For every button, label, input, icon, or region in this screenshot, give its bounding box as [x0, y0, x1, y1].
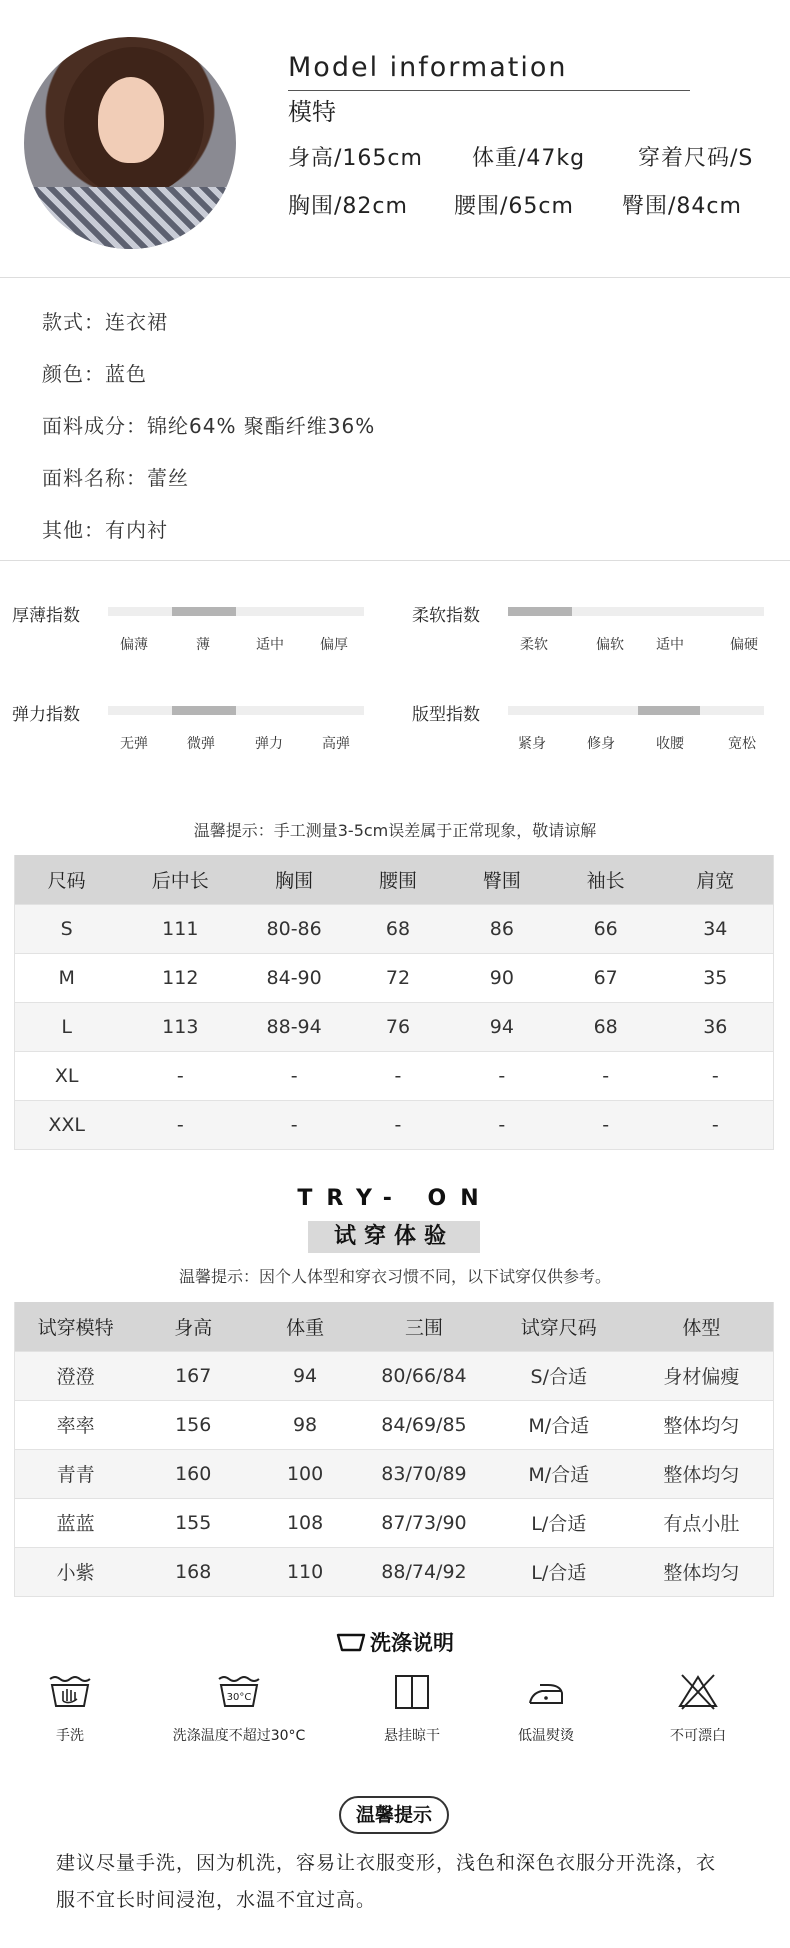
- header-cell: 袖长: [554, 855, 658, 904]
- table-cell: 80/66/84: [360, 1351, 488, 1400]
- table-cell: -: [346, 1051, 450, 1100]
- header-cell: 腰围: [346, 855, 450, 904]
- table-cell: 88-94: [242, 1002, 346, 1051]
- table-cell: S: [15, 904, 119, 953]
- table-cell: 蓝蓝: [15, 1498, 137, 1547]
- table-cell: 76: [346, 1002, 450, 1051]
- table-cell: -: [658, 1100, 774, 1149]
- elasticity-index-label: 弹力指数: [12, 705, 80, 725]
- table-cell: 小紫: [15, 1547, 137, 1596]
- table-row: [15, 1400, 774, 1449]
- model-size: 穿着尺码/S: [638, 146, 754, 171]
- wash-temp-text: 30°C: [226, 1692, 252, 1703]
- wash-item-hand: [20, 1673, 120, 1745]
- table-cell: -: [346, 1100, 450, 1149]
- table-cell: L: [15, 1002, 119, 1051]
- thickness-index-bar: [108, 607, 364, 616]
- table-cell: XXL: [15, 1100, 119, 1149]
- table-cell: 98: [250, 1400, 360, 1449]
- size-table-header-row: [15, 855, 774, 904]
- elasticity-option: 弹力: [255, 736, 283, 752]
- thickness-option: 偏薄: [120, 637, 148, 653]
- wash-30c-icon: [216, 1673, 262, 1711]
- fit-option: 紧身: [518, 736, 546, 752]
- wash-item-bleach: [648, 1673, 748, 1745]
- table-cell: -: [242, 1051, 346, 1100]
- wash-item-label: 洗涤温度不超过30°C: [172, 1728, 306, 1744]
- table-cell: 86: [450, 904, 554, 953]
- table-cell: 113: [118, 1002, 242, 1051]
- model-avatar: [24, 37, 236, 249]
- wash-basin-icon: [336, 1631, 366, 1653]
- thickness-option: 偏厚: [320, 637, 348, 653]
- model-info-title: Model information: [288, 52, 568, 83]
- softness-option: 柔软: [520, 637, 548, 653]
- tips-line: 服不宜长时间浸泡，水温不宜过高。: [56, 1889, 377, 1911]
- table-cell: 身材偏瘦: [630, 1351, 774, 1400]
- table-cell: -: [450, 1100, 554, 1149]
- elasticity-index-bar: [108, 706, 364, 715]
- elasticity-option: 高弹: [322, 736, 350, 752]
- table-cell: 83/70/89: [360, 1449, 488, 1498]
- section-divider: [0, 560, 790, 561]
- table-cell: -: [450, 1051, 554, 1100]
- thickness-option: 适中: [256, 637, 284, 653]
- header-cell: 试穿模特: [15, 1302, 137, 1351]
- table-cell: L/合适: [488, 1498, 630, 1547]
- table-cell: -: [658, 1051, 774, 1100]
- product-fabric-name: 面料名称：蕾丝: [42, 466, 189, 490]
- table-row: [15, 1351, 774, 1400]
- table-cell: 66: [554, 904, 658, 953]
- table-cell: -: [118, 1100, 242, 1149]
- wash-item-label: 低温熨烫: [518, 1728, 574, 1744]
- table-cell: -: [242, 1100, 346, 1149]
- model-info-subtitle: 模特: [288, 98, 336, 126]
- table-cell: 168: [136, 1547, 250, 1596]
- table-cell: M/合适: [488, 1400, 630, 1449]
- table-row: [15, 904, 774, 953]
- model-height: 身高/165cm: [288, 146, 423, 171]
- header-cell: 臀围: [450, 855, 554, 904]
- product-style: 款式：连衣裙: [42, 310, 168, 334]
- tips-text: [56, 1845, 746, 1919]
- table-row: [15, 1100, 774, 1149]
- table-cell: 青青: [15, 1449, 137, 1498]
- softness-index-bar: [508, 607, 764, 616]
- table-cell: 68: [554, 1002, 658, 1051]
- washing-title-text: 洗涤说明: [370, 1631, 454, 1655]
- table-cell: 整体均匀: [630, 1547, 774, 1596]
- model-info-underline: [288, 90, 690, 91]
- product-other: 其他：有内衬: [42, 518, 168, 542]
- header-cell: 三围: [360, 1302, 488, 1351]
- model-hip: 臀围/84cm: [622, 194, 742, 219]
- table-cell: 111: [118, 904, 242, 953]
- try-on-note: 温馨提示：因个人体型和穿衣习惯不同，以下试穿仅供参考。: [178, 1267, 611, 1286]
- wash-item-label: 手洗: [56, 1728, 84, 1744]
- header-cell: 试穿尺码: [488, 1302, 630, 1351]
- table-row: [15, 1547, 774, 1596]
- table-cell: 94: [250, 1351, 360, 1400]
- table-cell: 108: [250, 1498, 360, 1547]
- table-cell: 156: [136, 1400, 250, 1449]
- table-cell: 35: [658, 953, 774, 1002]
- softness-index-label: 柔软指数: [412, 606, 480, 626]
- table-cell: M/合适: [488, 1449, 630, 1498]
- table-cell: 88/74/92: [360, 1547, 488, 1596]
- size-table: [14, 855, 774, 1150]
- table-cell: -: [554, 1100, 658, 1149]
- tips-line: 建议尽量手洗，因为机洗，容易让衣服变形，浅色和深色衣服分开洗涤，衣: [56, 1852, 717, 1874]
- header-cell: 肩宽: [658, 855, 774, 904]
- table-cell: XL: [15, 1051, 119, 1100]
- table-cell: 84-90: [242, 953, 346, 1002]
- wash-item-label: 悬挂晾干: [384, 1728, 440, 1744]
- header-cell: 胸围: [242, 855, 346, 904]
- fit-option: 收腰: [656, 736, 684, 752]
- table-cell: 34: [658, 904, 774, 953]
- size-table-note: 温馨提示：手工测量3-5cm误差属于正常现象，敬请谅解: [193, 821, 597, 840]
- table-row: [15, 953, 774, 1002]
- table-cell: 84/69/85: [360, 1400, 488, 1449]
- softness-option: 适中: [656, 637, 684, 653]
- softness-index-marker: [508, 607, 572, 616]
- fit-index-label: 版型指数: [412, 705, 480, 725]
- table-cell: 72: [346, 953, 450, 1002]
- table-cell: 68: [346, 904, 450, 953]
- hang-dry-icon: [392, 1673, 432, 1711]
- table-cell: 167: [136, 1351, 250, 1400]
- table-cell: 整体均匀: [630, 1449, 774, 1498]
- washing-title: [0, 1627, 790, 1657]
- wash-item-iron: [496, 1673, 596, 1745]
- wash-item-temp: [150, 1673, 328, 1745]
- table-cell: 67: [554, 953, 658, 1002]
- try-on-subtitle: 试穿体验: [308, 1221, 480, 1253]
- model-waist: 腰围/65cm: [454, 194, 574, 219]
- fit-index-marker: [638, 706, 700, 715]
- try-on-title: TRY- ON: [297, 1186, 493, 1211]
- softness-option: 偏软: [596, 637, 624, 653]
- header-cell: 体重: [250, 1302, 360, 1351]
- elasticity-option: 无弹: [120, 736, 148, 752]
- table-cell: 90: [450, 953, 554, 1002]
- table-cell: 80-86: [242, 904, 346, 953]
- header-cell: 身高: [136, 1302, 250, 1351]
- thickness-index-marker: [172, 607, 236, 616]
- table-row: [15, 1498, 774, 1547]
- no-bleach-icon: [676, 1673, 720, 1711]
- model-bust: 胸围/82cm: [288, 194, 408, 219]
- header-cell: 后中长: [118, 855, 242, 904]
- table-cell: 160: [136, 1449, 250, 1498]
- table-cell: 110: [250, 1547, 360, 1596]
- table-cell: 有点小肚: [630, 1498, 774, 1547]
- table-cell: 94: [450, 1002, 554, 1051]
- fit-option: 宽松: [728, 736, 756, 752]
- header-cell: 体型: [630, 1302, 774, 1351]
- product-material: 面料成分：锦纶64% 聚酯纤维36%: [42, 414, 376, 438]
- thickness-option: 薄: [196, 637, 210, 653]
- try-on-header-row: [15, 1302, 774, 1351]
- table-row: [15, 1051, 774, 1100]
- softness-option: 偏硬: [730, 637, 758, 653]
- table-cell: M: [15, 953, 119, 1002]
- table-row: [15, 1449, 774, 1498]
- model-weight: 体重/47kg: [472, 146, 586, 171]
- header-cell: 尺码: [15, 855, 119, 904]
- table-cell: L/合适: [488, 1547, 630, 1596]
- low-iron-icon: [524, 1673, 568, 1711]
- table-row: [15, 1002, 774, 1051]
- table-cell: 36: [658, 1002, 774, 1051]
- section-divider: [0, 277, 790, 278]
- tips-title: 温馨提示: [339, 1796, 449, 1834]
- table-cell: -: [554, 1051, 658, 1100]
- table-cell: 100: [250, 1449, 360, 1498]
- try-on-table: [14, 1302, 774, 1597]
- table-cell: 整体均匀: [630, 1400, 774, 1449]
- table-cell: S/合适: [488, 1351, 630, 1400]
- table-cell: -: [118, 1051, 242, 1100]
- wash-item-label: 不可漂白: [670, 1728, 726, 1744]
- fit-index-bar: [508, 706, 764, 715]
- fit-option: 修身: [587, 736, 615, 752]
- elasticity-index-marker: [172, 706, 236, 715]
- product-color: 颜色：蓝色: [42, 362, 147, 386]
- elasticity-option: 微弹: [187, 736, 215, 752]
- table-cell: 155: [136, 1498, 250, 1547]
- table-cell: 率率: [15, 1400, 137, 1449]
- hand-wash-icon: [47, 1673, 93, 1711]
- wash-item-hang: [362, 1673, 462, 1745]
- table-cell: 澄澄: [15, 1351, 137, 1400]
- thickness-index-label: 厚薄指数: [12, 606, 80, 626]
- table-cell: 112: [118, 953, 242, 1002]
- table-cell: 87/73/90: [360, 1498, 488, 1547]
